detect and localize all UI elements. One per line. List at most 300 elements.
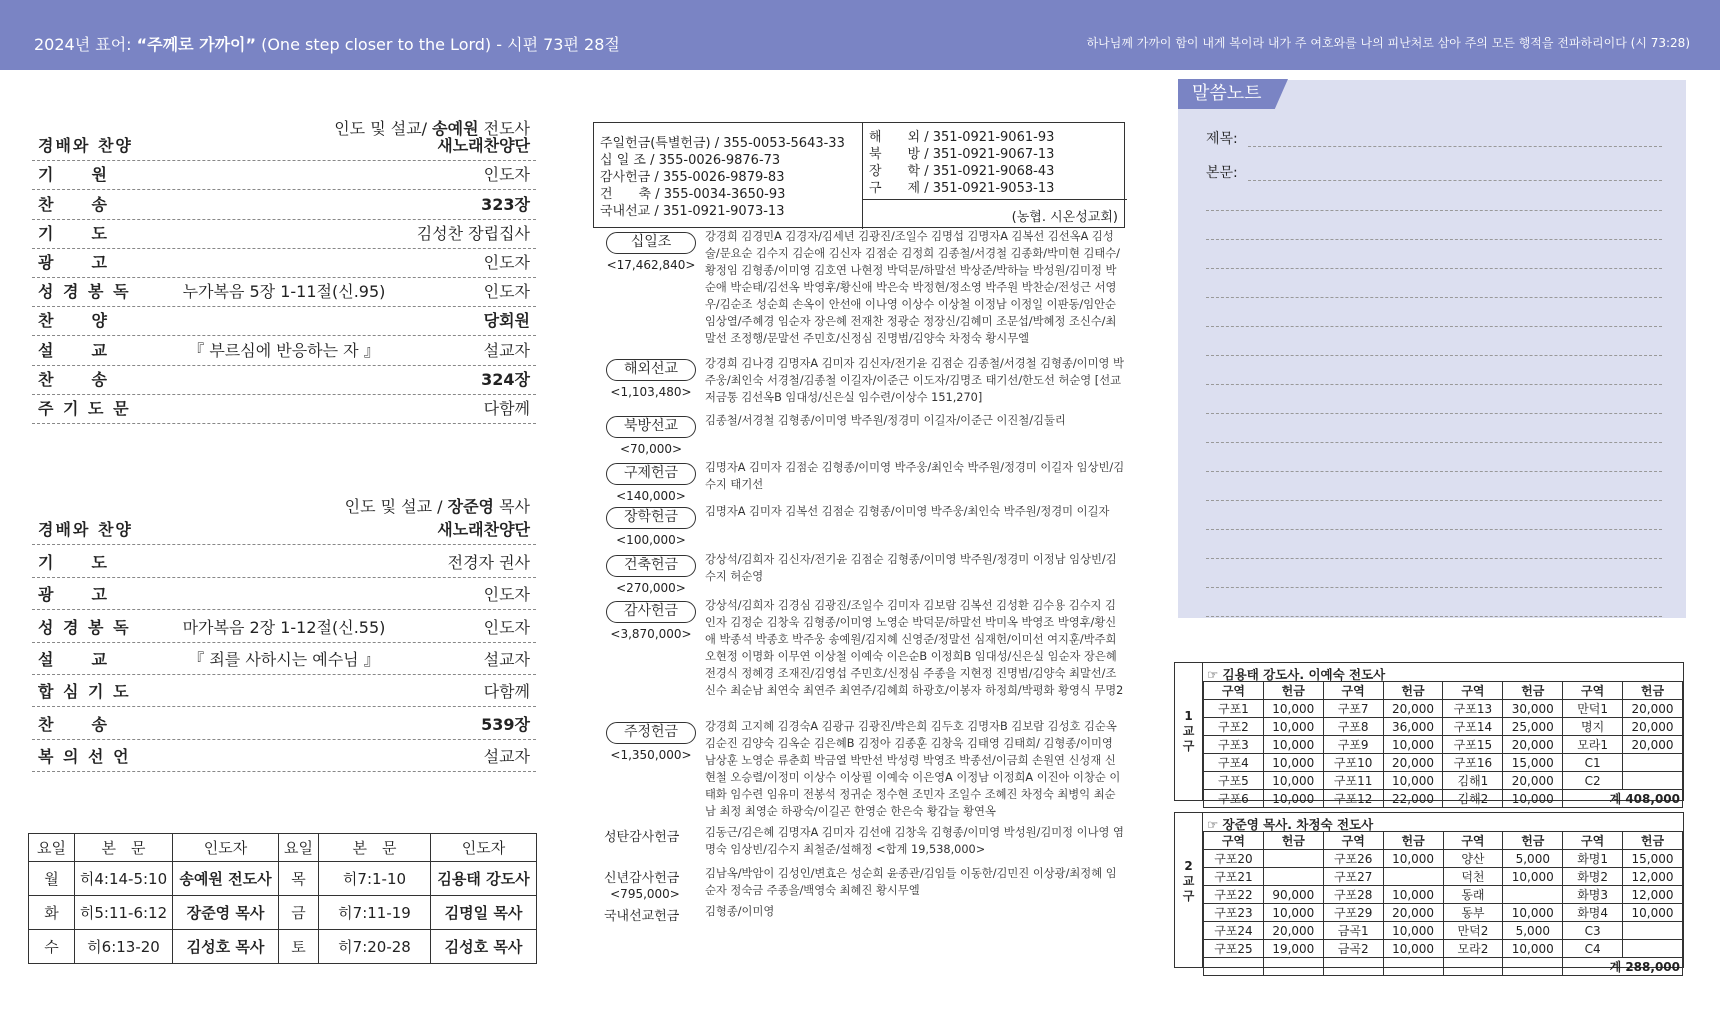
cell: 구포2 bbox=[1204, 718, 1264, 736]
account-line: 감사헌금 / 355-0026-9879-83 bbox=[600, 170, 785, 185]
offering-label: 장학헌금 bbox=[606, 507, 696, 529]
order-row bbox=[32, 675, 536, 707]
cell: 25,000 bbox=[1503, 718, 1563, 736]
sunday-leader: 인도 및 설교/ 송예원 전도사 bbox=[334, 119, 530, 138]
table-row bbox=[1204, 790, 1683, 808]
order-item: 기 도 bbox=[38, 223, 109, 243]
offering-heading: 주께 드린 예물 bbox=[599, 79, 729, 109]
cell bbox=[1503, 958, 1563, 976]
cell: 구포16 bbox=[1443, 754, 1503, 772]
bank-note: (농협. 시온성교회) bbox=[1011, 210, 1118, 225]
account-line: 해 외 / 351-0921-9061-93 bbox=[869, 130, 1055, 145]
order-detail: 누가복음 5장 1-11절(신.95) bbox=[182, 282, 386, 302]
cell: 구포20 bbox=[1204, 850, 1264, 868]
note-line[interactable] bbox=[1206, 268, 1662, 269]
cell bbox=[1263, 850, 1323, 868]
table-row bbox=[1204, 886, 1683, 904]
cell: 20,000 bbox=[1623, 718, 1683, 736]
cell: 금곡1 bbox=[1323, 922, 1383, 940]
cell: 동래 bbox=[1443, 886, 1503, 904]
table-row bbox=[1204, 772, 1683, 790]
order-item: 찬 송 bbox=[38, 714, 109, 734]
motto-verse: 하나님께 가까이 함이 내게 복이라 내가 주 여호와를 나의 피난처로 삼아 주의 모든 행적을 전파하리이다 (시 73:28) bbox=[1086, 36, 1690, 50]
order-row bbox=[32, 307, 536, 336]
order-row bbox=[32, 278, 536, 307]
offering-names: 강경희 고지혜 김경숙A 김광규 김광진/박은희 김두호 김명자B 김보람 김성호 김순옥 김순진 김양숙 김옥순 김은혜B 김정아 김종훈 김창욱 김태영 김태희/ 김형종/이미영 남상훈 노영순 류춘희 박금열 박만선 박성령 박영조 박종선/이금희 손원연 신성재 신현철 오승렬/이정미 이상수 이상필 이예숙 이은영A 이정남 이정희A 이진아 이창순 이태화 임수련 임유미 전봉석 정귀순 정수현 조민자 조일수 조혜진 차정숙 최병익 최순남 최정 최영순 하광숙/이길곤 한영순 한은숙 황갑늘 황연옥 bbox=[705, 720, 1121, 818]
notes-heading: 말씀노트 bbox=[1178, 79, 1262, 109]
cell: 10,000 bbox=[1383, 922, 1443, 940]
order-item: 기 원 bbox=[38, 165, 109, 185]
order-row bbox=[32, 740, 536, 772]
table-row bbox=[1204, 922, 1683, 940]
order-row bbox=[32, 643, 536, 675]
offering-label: 북방선교 bbox=[606, 416, 696, 438]
special-offering-names: 김동근/김은혜 김명자A 김미자 김선애 김창욱 김형종/이미영 박성원/김미정 이나영 염명숙 임상빈/김수지 최철준/설해정 <합계 19,538,000> bbox=[705, 826, 1124, 856]
cell: 10,000 bbox=[1383, 850, 1443, 868]
order-item: 경배와 찬양 bbox=[38, 520, 133, 540]
table-row bbox=[1204, 718, 1683, 736]
order-leader: 설교자 bbox=[483, 649, 530, 669]
column-header: 헌금 bbox=[1623, 682, 1683, 700]
note-line[interactable] bbox=[1248, 146, 1662, 147]
cell: 구포29 bbox=[1323, 904, 1383, 922]
body-label: 본문: bbox=[1206, 165, 1238, 181]
dawn-header: 요일 bbox=[279, 834, 319, 862]
year-motto: 2024년 표어: “주께로 가까이” (One step closer to the Lord) - 시편 73편 28절 bbox=[34, 35, 620, 54]
cell: 10,000 bbox=[1503, 868, 1563, 886]
cell: 구포24 bbox=[1204, 922, 1264, 940]
note-line[interactable] bbox=[1206, 326, 1662, 327]
column-header: 구역 bbox=[1204, 682, 1264, 700]
cell: 구포3 bbox=[1204, 736, 1264, 754]
cell: 구포6 bbox=[1204, 790, 1264, 808]
order-item: 복 의 선 언 bbox=[38, 747, 131, 767]
cell bbox=[1204, 958, 1264, 976]
day-cell: 토 bbox=[279, 930, 319, 964]
cell: 구포22 bbox=[1204, 886, 1264, 904]
day-cell: 수 bbox=[29, 930, 75, 964]
cell bbox=[1443, 958, 1503, 976]
order-item: 성 경 봉 독 bbox=[38, 617, 131, 637]
subject-label: 제목: bbox=[1206, 131, 1238, 147]
table-row bbox=[1204, 940, 1683, 958]
order-row bbox=[32, 249, 536, 278]
cell: 20,000 bbox=[1623, 700, 1683, 718]
cell: 15,000 bbox=[1503, 754, 1563, 772]
order-row bbox=[32, 132, 536, 161]
note-line[interactable] bbox=[1206, 413, 1662, 414]
order-leader: 새노래찬양단 bbox=[437, 136, 530, 156]
cell: 10,000 bbox=[1503, 790, 1563, 808]
cell: C2 bbox=[1563, 772, 1623, 790]
order-row bbox=[32, 161, 536, 190]
order-item: 기 도 bbox=[38, 552, 109, 572]
district-group bbox=[1174, 662, 1684, 806]
account-line: 장 학 / 351-0921-9068-43 bbox=[869, 164, 1055, 179]
day-cell: 월 bbox=[29, 862, 75, 896]
cell: 10,000 bbox=[1263, 700, 1323, 718]
offering-names: 김명자A 김미자 김복선 김점순 김형종/이미영 박주웅/최인숙 박주원/정경미 이길자 bbox=[705, 505, 1110, 518]
order-leader: 새노래찬양단 bbox=[437, 520, 530, 540]
order-leader: 인도자 bbox=[483, 252, 530, 272]
cell: 구포7 bbox=[1323, 700, 1383, 718]
cell: 계 288,000 bbox=[1563, 958, 1683, 976]
cell: 구포13 bbox=[1443, 700, 1503, 718]
district-side-label: 1 교 구 bbox=[1175, 663, 1203, 800]
order-leader: 다함께 bbox=[483, 682, 530, 702]
cell: 5,000 bbox=[1503, 922, 1563, 940]
cell: 김해1 bbox=[1443, 772, 1503, 790]
column-header: 헌금 bbox=[1503, 682, 1563, 700]
order-detail: 마가복음 2장 1-12절(신.55) bbox=[182, 617, 386, 637]
table-row bbox=[1204, 868, 1683, 886]
district-table bbox=[1203, 831, 1683, 976]
text-cell: 히4:14-5:10 bbox=[75, 862, 173, 896]
table-row bbox=[1204, 850, 1683, 868]
cell: C1 bbox=[1563, 754, 1623, 772]
cell: C4 bbox=[1563, 940, 1623, 958]
table-row bbox=[1204, 958, 1683, 976]
day-cell: 화 bbox=[29, 896, 75, 930]
column-header: 구역 bbox=[1323, 832, 1383, 850]
special-offering-label: 국내선교헌금 bbox=[604, 909, 680, 924]
offering-amount: <70,000> bbox=[619, 442, 683, 456]
cell: 만덕1 bbox=[1563, 700, 1623, 718]
note-line[interactable] bbox=[1206, 442, 1662, 443]
sunday-service-heading: 주일오후예배 오후 2:30 bbox=[32, 79, 239, 109]
account-line: 십 일 조 / 355-0026-9876-73 bbox=[600, 153, 781, 168]
order-item: 찬 송 bbox=[38, 369, 109, 389]
cell: 10,000 bbox=[1383, 736, 1443, 754]
note-line[interactable] bbox=[1206, 558, 1662, 559]
cell: 20,000 bbox=[1383, 754, 1443, 772]
cell: 모라2 bbox=[1443, 940, 1503, 958]
table-row bbox=[1204, 736, 1683, 754]
cell bbox=[1623, 940, 1683, 958]
cell: 10,000 bbox=[1263, 790, 1323, 808]
table-row bbox=[1204, 754, 1683, 772]
cell: 화명2 bbox=[1563, 868, 1623, 886]
cell: 12,000 bbox=[1623, 886, 1683, 904]
day-cell: 목 bbox=[279, 862, 319, 896]
order-item: 주 기 도 문 bbox=[38, 398, 131, 418]
special-offering-names: 김형종/이미영 bbox=[705, 905, 775, 918]
order-row bbox=[32, 190, 536, 219]
order-item: 합 심 기 도 bbox=[38, 682, 131, 702]
cell: 10,000 bbox=[1383, 772, 1443, 790]
table-row bbox=[29, 930, 537, 964]
dawn-header: 본 문 bbox=[75, 834, 173, 862]
district-table bbox=[1203, 681, 1683, 808]
note-line[interactable] bbox=[1206, 355, 1662, 356]
offering-names: 강상석/김희자 김신자/전기윤 김점순 김형종/이미영 박주원/정경미 이정남 임상빈/김수지 허순영 bbox=[705, 553, 1117, 583]
cell: 구포11 bbox=[1323, 772, 1383, 790]
cell bbox=[1263, 868, 1323, 886]
cell: 양산 bbox=[1443, 850, 1503, 868]
note-line[interactable] bbox=[1206, 297, 1662, 298]
order-item: 광 고 bbox=[38, 252, 109, 272]
column-header: 구역 bbox=[1563, 682, 1623, 700]
order-leader: 설교자 bbox=[483, 747, 530, 767]
note-line[interactable] bbox=[1206, 529, 1662, 530]
cell: 90,000 bbox=[1263, 886, 1323, 904]
order-detail: 『 부르심에 반응하는 자 』 bbox=[188, 340, 380, 360]
dawn-schedule-table bbox=[28, 833, 537, 964]
cell: 10,000 bbox=[1263, 736, 1323, 754]
account-list-right bbox=[869, 129, 1054, 197]
cell: 명지 bbox=[1563, 718, 1623, 736]
leader-cell: 김명일 목사 bbox=[431, 896, 537, 930]
order-leader: 인도자 bbox=[483, 617, 530, 637]
offering-amount: <17,462,840> bbox=[606, 258, 696, 272]
note-line[interactable] bbox=[1206, 239, 1662, 240]
cell: 15,000 bbox=[1623, 850, 1683, 868]
cell: 19,000 bbox=[1263, 940, 1323, 958]
cell: 구포15 bbox=[1443, 736, 1503, 754]
offering-amount: <1,103,480> bbox=[610, 385, 692, 399]
cell: 화명3 bbox=[1563, 886, 1623, 904]
account-line: 북 방 / 351-0921-9067-13 bbox=[869, 147, 1055, 162]
cell: 금곡2 bbox=[1323, 940, 1383, 958]
order-leader: 324장 bbox=[481, 369, 530, 389]
cell: 구포4 bbox=[1204, 754, 1264, 772]
table-row bbox=[1204, 700, 1683, 718]
cell: 구포5 bbox=[1204, 772, 1264, 790]
district-leaders: ☞ 김용태 강도사. 이예숙 전도사 bbox=[1207, 667, 1386, 682]
cell: 20,000 bbox=[1503, 772, 1563, 790]
cell: 화명4 bbox=[1563, 904, 1623, 922]
order-row bbox=[32, 578, 536, 610]
district-side-label: 2 교 구 bbox=[1175, 813, 1203, 967]
offering-names: 강경희 김경민A 김경자/김세년 김광진/조일수 김명섭 김명자A 김복선 김선옥A 김성술/문요순 김수지 김순애 김신자 김점순 김정희 김종철/서경철 김종화/박미현 김태수/황정임 김형종/이미영 김호연 나현정 박덕문/하말선 박상준/박하늘 박성원/김미정 박순애 박순태/김선옥 박영후/황신애 박은숙 박정현/정소영 박주원 박찬순/전성근 서영우/김순조 성순희 손옥이 안선애 이나영 이상수 이상철 이정남 이정일 이판동/임안순 임상열/주혜경 임순자 장은혜 전재찬 정광순 정장신/김혜미 조문섭/박혜정 조신수/최말선 조정행/문말선 주민호/신정심 진명범/김양숙 차정숙 황시무엘 bbox=[705, 230, 1120, 345]
cell bbox=[1623, 772, 1683, 790]
column-header: 구역 bbox=[1443, 832, 1503, 850]
order-leader: 전경자 권사 bbox=[447, 552, 530, 572]
table-row bbox=[1204, 904, 1683, 922]
leader-cell: 송예원 전도사 bbox=[173, 862, 279, 896]
order-item: 찬 양 bbox=[38, 311, 109, 331]
leader-cell: 김성호 목사 bbox=[431, 930, 537, 964]
account-list-left bbox=[600, 135, 845, 220]
cell: 20,000 bbox=[1503, 736, 1563, 754]
column-header: 헌금 bbox=[1623, 832, 1683, 850]
order-item: 찬 송 bbox=[38, 194, 109, 214]
order-row bbox=[32, 220, 536, 249]
cell: 구포26 bbox=[1323, 850, 1383, 868]
order-leader: 인도자 bbox=[483, 585, 530, 605]
cell: 구포25 bbox=[1204, 940, 1264, 958]
leader-cell: 김용태 강도사 bbox=[431, 862, 537, 896]
leader-cell: 장준영 목사 bbox=[173, 896, 279, 930]
order-leader: 인도자 bbox=[483, 282, 530, 302]
special-offering-label: 성탄감사헌금 bbox=[604, 830, 680, 845]
cell: 10,000 bbox=[1383, 940, 1443, 958]
district-group bbox=[1174, 812, 1684, 974]
offering-label: 건축헌금 bbox=[606, 555, 696, 577]
offering-amount: <140,000> bbox=[616, 489, 686, 503]
text-cell: 히7:11-19 bbox=[319, 896, 431, 930]
note-line[interactable] bbox=[1206, 500, 1662, 501]
cell: 구포28 bbox=[1323, 886, 1383, 904]
district-heading: 구역모임 bbox=[1174, 623, 1258, 653]
cell: 구포8 bbox=[1323, 718, 1383, 736]
offering-label: 감사헌금 bbox=[606, 601, 696, 623]
column-header: 헌금 bbox=[1263, 682, 1323, 700]
cell: 구포10 bbox=[1323, 754, 1383, 772]
cell: 22,000 bbox=[1383, 790, 1443, 808]
cell: 20,000 bbox=[1383, 700, 1443, 718]
offering-label: 주정헌금 bbox=[606, 722, 696, 744]
cell bbox=[1263, 958, 1323, 976]
cell: 구포12 bbox=[1323, 790, 1383, 808]
column-header: 구역 bbox=[1323, 682, 1383, 700]
sermon-notes-area bbox=[1178, 80, 1686, 618]
order-item: 설 교 bbox=[38, 649, 109, 669]
account-line: 국내선교 / 351-0921-9073-13 bbox=[600, 204, 785, 219]
cell: C3 bbox=[1563, 922, 1623, 940]
order-row bbox=[32, 545, 536, 577]
cell: 10,000 bbox=[1503, 904, 1563, 922]
order-leader: 539장 bbox=[481, 714, 530, 734]
order-leader: 당회원 bbox=[483, 311, 530, 331]
cell: 모라1 bbox=[1563, 736, 1623, 754]
cell: 구포23 bbox=[1204, 904, 1264, 922]
cell: 36,000 bbox=[1383, 718, 1443, 736]
special-offering-label: 신년감사헌금 bbox=[604, 871, 680, 886]
cell: 20,000 bbox=[1383, 904, 1443, 922]
special-offering-amount: <795,000> bbox=[610, 887, 680, 901]
order-item: 성 경 봉 독 bbox=[38, 282, 131, 302]
cell: 덕천 bbox=[1443, 868, 1503, 886]
cell bbox=[1623, 922, 1683, 940]
account-line: 구 제 / 351-0921-9053-13 bbox=[869, 181, 1055, 196]
cell: 화명1 bbox=[1563, 850, 1623, 868]
cell bbox=[1623, 754, 1683, 772]
cell bbox=[1383, 868, 1443, 886]
offering-label: 해외선교 bbox=[606, 359, 696, 381]
cell: 만덕2 bbox=[1443, 922, 1503, 940]
column-header: 헌금 bbox=[1263, 832, 1323, 850]
cell: 구포9 bbox=[1323, 736, 1383, 754]
cell: 30,000 bbox=[1503, 700, 1563, 718]
cell: 12,000 bbox=[1623, 868, 1683, 886]
note-line[interactable] bbox=[1206, 587, 1662, 588]
order-leader: 설교자 bbox=[483, 340, 530, 360]
offering-amount: <100,000> bbox=[616, 533, 686, 547]
cell: 10,000 bbox=[1623, 904, 1683, 922]
order-row bbox=[32, 707, 536, 739]
order-item: 경배와 찬양 bbox=[38, 136, 133, 156]
order-row bbox=[32, 395, 536, 424]
offering-amount: <3,870,000> bbox=[610, 627, 692, 641]
account-line: 건 축 / 355-0034-3650-93 bbox=[600, 187, 786, 202]
dawn-header: 요일 bbox=[29, 834, 75, 862]
cell: 10,000 bbox=[1383, 886, 1443, 904]
top-banner bbox=[0, 0, 1720, 70]
order-leader: 323장 bbox=[481, 194, 530, 214]
district-leaders: ☞ 장준영 목사. 차정숙 전도사 bbox=[1207, 817, 1374, 832]
text-cell: 히6:13-20 bbox=[75, 930, 173, 964]
order-leader: 다함께 bbox=[483, 398, 530, 418]
dawn-header: 본 문 bbox=[319, 834, 431, 862]
wednesday-leader: 인도 및 설교 / 장준영 목사 bbox=[344, 497, 530, 516]
cell: 10,000 bbox=[1263, 718, 1323, 736]
offering-amount: <270,000> bbox=[616, 581, 686, 595]
offering-label: 구제헌금 bbox=[606, 463, 696, 485]
cell: 구포21 bbox=[1204, 868, 1264, 886]
wednesday-prayer-heading: 수요기도회 오후 7:30 bbox=[32, 454, 221, 484]
offering-amount: <1,350,000> bbox=[610, 748, 692, 762]
offering-names: 김명자A 김미자 김점순 김형종/이미영 박주웅/최인숙 박주원/정경미 이길자 임상빈/김수지 태기선 bbox=[705, 461, 1125, 491]
table-row bbox=[29, 896, 537, 930]
order-leader: 인도자 bbox=[483, 165, 530, 185]
cell: 동부 bbox=[1443, 904, 1503, 922]
cell bbox=[1323, 958, 1383, 976]
order-leader: 김성찬 장립집사 bbox=[416, 223, 530, 243]
cell: 구포14 bbox=[1443, 718, 1503, 736]
column-header: 구역 bbox=[1443, 682, 1503, 700]
cell: 김해2 bbox=[1443, 790, 1503, 808]
column-header: 구역 bbox=[1204, 832, 1264, 850]
cell: 구포1 bbox=[1204, 700, 1264, 718]
dawn-prayer-heading: 새벽기도회 오전 5:30 bbox=[32, 793, 231, 823]
cell bbox=[1383, 958, 1443, 976]
dawn-header: 인도자 bbox=[173, 834, 279, 862]
cell: 구포27 bbox=[1323, 868, 1383, 886]
order-row bbox=[32, 336, 536, 365]
text-cell: 히7:20-28 bbox=[319, 930, 431, 964]
offering-label: 십일조 bbox=[606, 232, 696, 254]
cell: 20,000 bbox=[1263, 922, 1323, 940]
cell: 10,000 bbox=[1503, 940, 1563, 958]
order-item: 광 고 bbox=[38, 585, 109, 605]
note-line[interactable] bbox=[1206, 616, 1662, 617]
offering-names: 김종철/서경철 김형종/이미영 박주원/정경미 이길자/이준근 이진철/김둘리 bbox=[705, 414, 1066, 427]
column-header: 구역 bbox=[1563, 832, 1623, 850]
order-detail: 『 죄를 사하시는 예수님 』 bbox=[188, 649, 380, 669]
order-row bbox=[32, 513, 536, 545]
cell: 5,000 bbox=[1503, 850, 1563, 868]
column-header: 헌금 bbox=[1383, 832, 1443, 850]
offering-names: 강경희 김나경 김명자A 김미자 김신자/전기윤 김점순 김종철/서경철 김형종/이미영 박주웅/최인숙 서경철/김종철 이길자/이준근 이도자/김명조 태기선/한도선 허순영 [선교저금통 김선옥B 임대성/신은실 임수련/이상수 151,270] bbox=[705, 357, 1124, 404]
text-cell: 히7:1-10 bbox=[319, 862, 431, 896]
dawn-header: 인도자 bbox=[431, 834, 537, 862]
note-line[interactable] bbox=[1206, 384, 1662, 385]
cell: 10,000 bbox=[1263, 772, 1323, 790]
cell: 10,000 bbox=[1263, 904, 1323, 922]
cell: 계 408,000 bbox=[1563, 790, 1683, 808]
offering-names: 강상석/김희자 김경심 김광진/조일수 김미자 김보람 김복선 김성환 김수용 김수지 김인자 김정순 김창욱 김형종/이미영 노영순 박덕문/하말선 박미옥 박영조 박영후/황신애 박종석 박종호 박주웅 송예원/김지혜 신영준/정말선 심재헌/이미선 여지훈/박주희 오현정 이명화 이무연 이상철 이예숙 이은순B 이정희B 임대성/신은실 임순자 장은혜 전경식 정혜경 조재진/김영섭 주민호/신정심 주종을 지현정 진명범/김양숙 최말선/조신수 최순남 최연숙 최연주 최연주/김혜희 하광호/이봉자 하정희/박평화 황영식 무명2 bbox=[705, 599, 1124, 697]
text-cell: 히5:11-6:12 bbox=[75, 896, 173, 930]
account-box bbox=[593, 122, 1125, 228]
table-row bbox=[29, 862, 537, 896]
cell: 10,000 bbox=[1263, 754, 1323, 772]
order-row bbox=[32, 610, 536, 642]
note-line[interactable] bbox=[1248, 180, 1662, 181]
day-cell: 금 bbox=[279, 896, 319, 930]
column-header: 헌금 bbox=[1503, 832, 1563, 850]
column-header: 헌금 bbox=[1383, 682, 1443, 700]
note-line[interactable] bbox=[1206, 210, 1662, 211]
note-line[interactable] bbox=[1206, 471, 1662, 472]
account-line: 주일헌금(특별헌금) / 355-0053-5643-33 bbox=[600, 136, 845, 151]
special-offering-names: 김남옥/박암이 김성인/변효은 성순희 윤종관/김임들 이동한/김민진 이상광/최정혜 임순자 정숙금 주종을/백영숙 최혜진 황시무엘 bbox=[705, 867, 1117, 897]
order-row bbox=[32, 366, 536, 395]
cell: 20,000 bbox=[1623, 736, 1683, 754]
leader-cell: 김성호 목사 bbox=[173, 930, 279, 964]
order-item: 설 교 bbox=[38, 340, 109, 360]
cell bbox=[1503, 886, 1563, 904]
